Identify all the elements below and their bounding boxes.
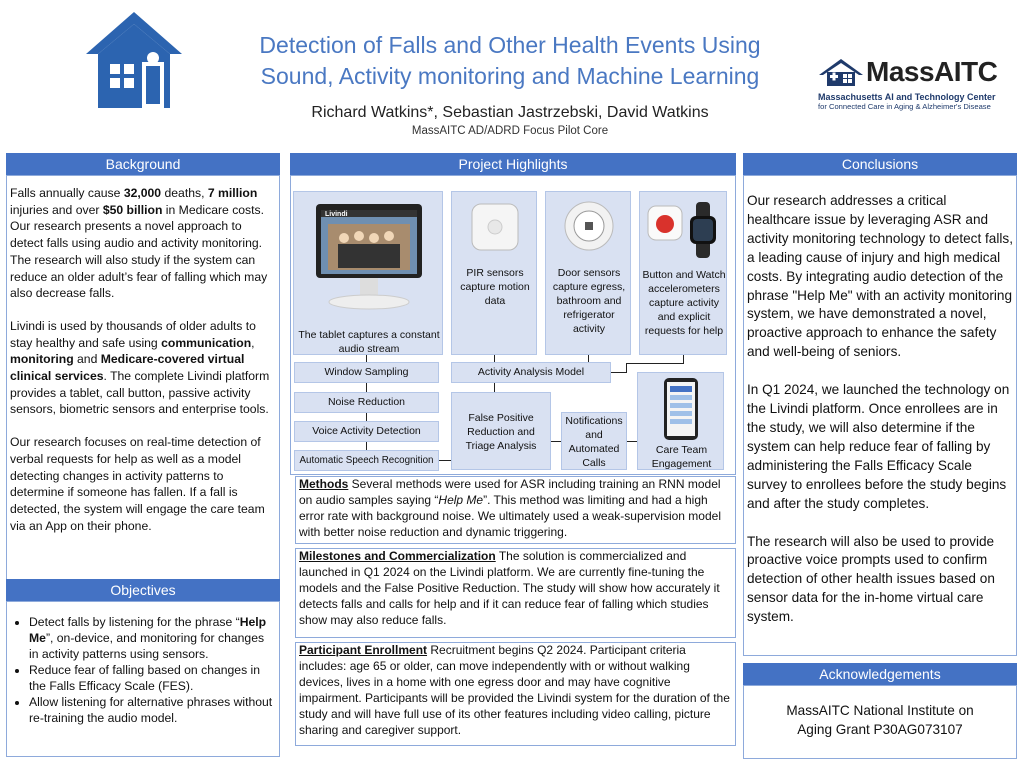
arrow-line xyxy=(627,441,637,442)
pir-box xyxy=(451,191,537,355)
door-label: Door sensors capture egress, bathroom and refrigerator activity xyxy=(552,267,626,335)
background-paragraph-3: Our research focuses on real-time detection of verbal requests for help as well as a model detecting changes in activity patterns to determine if someone has fallen. If a fall is detected, the system will engage the care team via an App on their phone. xyxy=(10,435,265,533)
background-paragraph-2: Livindi is used by thousands of older adults to stay healthy and safe using communication, monitoring and Medicare-covered virtual clinical services. The complete Livindi platform provides a tablet, call button, passive activity sensors, biometric sensors and enterprise tools. xyxy=(10,318,270,417)
background-panel xyxy=(6,175,280,587)
vad-box: Voice Activity Detection xyxy=(294,421,439,442)
background-heading: Background xyxy=(6,153,280,175)
house-logo-icon xyxy=(84,10,184,110)
background-paragraph-1: Falls annually cause 32,000 deaths, 7 million injuries and over $50 billion in Medicare costs. Our research presents a novel approach to detect falls using audio and activity monitoring. The research will also study if the system can reduce an older adult’s fear of falling which may also decrease falls. xyxy=(10,186,268,301)
arrow-line xyxy=(366,413,367,421)
door-box xyxy=(545,191,631,355)
massaitc-house-icon xyxy=(818,58,864,86)
conclusions-heading: Conclusions xyxy=(743,153,1017,175)
highlights-heading: Project Highlights xyxy=(290,153,736,175)
button-watch-icon xyxy=(644,202,724,258)
conclusions-section xyxy=(743,153,1017,656)
tablet-label: The tablet captures a constant audio stream xyxy=(298,329,440,355)
arrow-line xyxy=(611,372,626,373)
arrow-line xyxy=(551,441,561,442)
asr-box: Automatic Speech Recognition xyxy=(294,450,439,471)
objective-item: • Allow listening for alternative phrases without re-training the audio model. xyxy=(29,694,275,726)
acknowledgements-section xyxy=(743,663,1017,759)
conclusions-panel xyxy=(743,175,1017,656)
enrollment-heading: Participant Enrollment xyxy=(299,643,428,657)
arrow-line xyxy=(366,383,367,392)
objective-item: • Detect falls by listening for the phrase “Help Me”, on-device, and monitoring for changes in activity patterns using sensors. xyxy=(29,614,275,662)
objectives-heading: Objectives xyxy=(6,579,280,601)
logo-name: MassAITC xyxy=(866,56,998,87)
milestones-section: Milestones and Commercialization The solution is commercialized and launched in Q1 2024 on the Livindi platform. We are currently fine-tuning the models and the False Positive Reduction. The study will show how accurately it detects falls and calls for help and if it can reduce fear of falling which studies show may also reduce falls. xyxy=(295,548,736,638)
door-sensor-icon xyxy=(563,200,615,252)
conclusions-paragraph-3: The research will also be used to provide proactive voice prompts used to confirm detection of other health issues based on sensor data for the in-home virtual care system. xyxy=(747,533,995,625)
button-watch-box xyxy=(639,191,727,355)
acknowledgements-text: MassAITC National Institute on Aging Grant P30AG073107 xyxy=(743,685,1017,759)
objective-item: • Reduce fear of falling based on changes in the Falls Efficacy Scale (FES). xyxy=(29,662,275,694)
pir-sensor-icon xyxy=(470,202,520,252)
activity-model-box: Activity Analysis Model xyxy=(451,362,611,383)
tablet-icon xyxy=(314,202,424,312)
objectives-list xyxy=(11,614,275,726)
methods-section: Methods Several methods were used for ASR including training an RNN model on audio samples saying “Help Me”. This method was limiting and had a high error rate with background noise. We ultimately used a weak-supervision model with better noise reduction and dynamic triggering. xyxy=(295,476,736,544)
background-section xyxy=(6,153,280,587)
tablet-box xyxy=(293,191,443,355)
poster-title: Detection of Falls and Other Health Events Using Sound, Activity monitoring and Machine Learning xyxy=(259,32,761,89)
acknowledgements-heading: Acknowledgements xyxy=(743,663,1017,685)
window-sampling-box: Window Sampling xyxy=(294,362,439,383)
conclusions-paragraph-1: Our research addresses a critical healthcare issue by leveraging ASR and activity monitoring technology to detect falls, a leading cause of injury and high medical costs. By integrating audio detection of the phrase "Help Me" with an activity monitoring system, we have demonstrated a novel, proactive approach to enhance the safety and well-being of seniors. xyxy=(747,193,1013,360)
milestones-heading: Milestones and Commercialization xyxy=(299,549,496,563)
objectives-section xyxy=(6,579,280,757)
false-positive-box: False Positive Reduction and Triage Analysis xyxy=(451,392,551,470)
logo-subtitle-2: for Connected Care in Aging & Alzheimer's Disease xyxy=(818,102,991,111)
arrow-line xyxy=(494,355,495,362)
arrow-line xyxy=(588,355,589,362)
authors: Richard Watkins*, Sebastian Jastrzebski, David Watkins xyxy=(311,104,709,121)
arrow-line xyxy=(626,363,684,364)
conclusions-paragraph-2: In Q1 2024, we launched the technology on the Livindi platform. Once enrollees are in the study, we will also determine if the system can help reduce fear of falling by administering the Falls Efficacy Scale survey to enrollees before the study begins and after the study completes. xyxy=(747,382,1010,511)
arrow-line xyxy=(683,355,684,363)
arrow-line xyxy=(366,355,367,362)
notifications-box: Notifications and Automated Calls xyxy=(561,412,627,470)
methods-heading: Methods xyxy=(299,477,349,491)
button-watch-label: Button and Watch accelerometers capture activity and explicit requests for help xyxy=(642,269,726,337)
phone-app-icon xyxy=(663,377,699,441)
arrow-line xyxy=(439,460,451,461)
enrollment-section: Participant Enrollment Recruitment begins Q2 2024. Participant criteria includes: age 65 or older, can move independently with or without walking devices, lives in a home with one egress door and may have cognitive impairment. Participants will be provided the Livindi system for the duration of the study and will have full use of its other features including video calling, picture sharing and caregiver support. xyxy=(295,642,736,746)
tablet-brand: Livindi xyxy=(325,211,348,218)
care-team-label: Care Team Engagement xyxy=(651,444,712,470)
noise-reduction-box: Noise Reduction xyxy=(294,392,439,413)
logo-subtitle-1: Massachusetts AI and Technology Center xyxy=(818,92,996,102)
arrow-line xyxy=(626,363,627,373)
arrow-line xyxy=(494,383,495,392)
care-team-box xyxy=(637,372,724,470)
affiliation: MassAITC AD/ADRD Focus Pilot Core xyxy=(411,125,609,137)
pir-label: PIR sensors capture motion data xyxy=(460,267,530,307)
objectives-panel xyxy=(6,601,280,757)
arrow-line xyxy=(366,442,367,450)
